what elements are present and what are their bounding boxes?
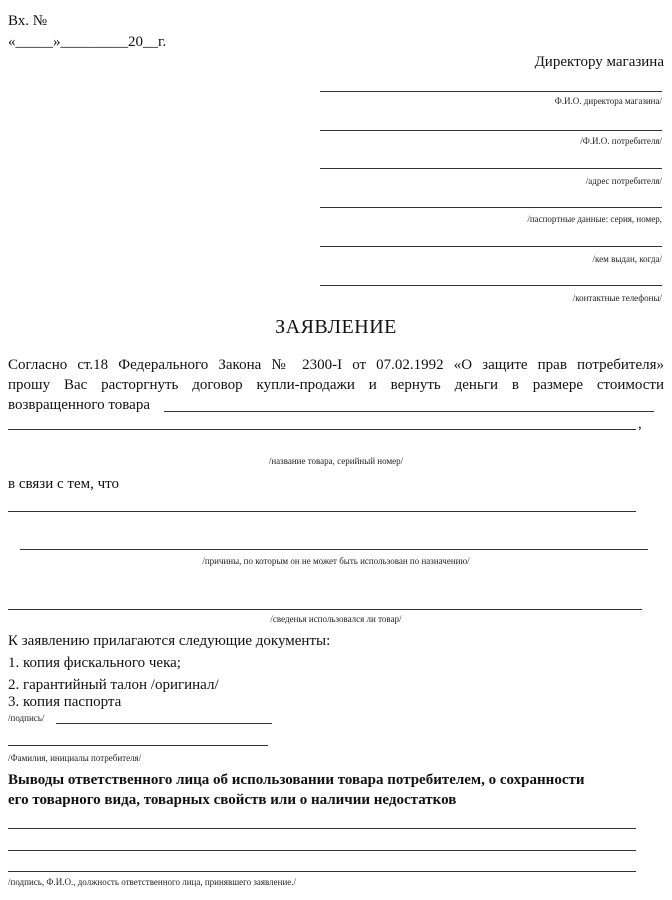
field-label-issued-by: /кем выдан, когда/: [592, 254, 662, 264]
field-label-address: /адрес потребителя/: [585, 176, 662, 186]
used-input-line[interactable]: [8, 609, 642, 610]
field-line-passport[interactable]: [320, 207, 662, 208]
attachments-heading: К заявлению прилагаются следующие документы:: [8, 633, 331, 649]
conclusions-heading-1: Выводы ответственного лица об использовании товара потребителем, о сохранности: [8, 772, 585, 788]
body-line-1: Согласно ст.18 Федерального Закона № 2300-I от 07.02.1992 «О защите прав потребителя»: [8, 357, 664, 373]
conclusions-input-line-2[interactable]: [8, 850, 636, 851]
reason-input-line-1[interactable]: [8, 511, 636, 512]
comma-mark: ,: [638, 416, 642, 432]
attachment-item-1: 1. копия фискального чека;: [8, 655, 181, 671]
field-label-consumer-name: /Ф.И.О. потребителя/: [580, 136, 662, 146]
attachment-item-2: 2. гарантийный талон /оригинал/: [8, 677, 219, 693]
field-label-phones: /контактные телефоны/: [572, 293, 662, 303]
conclusions-heading-2: его товарного вида, товарных свойств или о наличии недостатков: [8, 792, 457, 808]
field-line-issued-by[interactable]: [320, 246, 662, 247]
conclusions-input-line-1[interactable]: [8, 828, 636, 829]
responsible-person-label: /подпись, Ф.И.О., должность ответственного лица, принявшего заявление./: [8, 877, 297, 887]
reason-input-line-2[interactable]: [20, 549, 648, 550]
page-title: ЗАЯВЛЕНИЕ: [275, 316, 397, 338]
addressee-title: Директору магазина: [534, 54, 664, 70]
conclusions-input-line-3[interactable]: [8, 871, 636, 872]
hint-product: /название товара, серийный номер/: [268, 456, 404, 466]
product-input-line-2[interactable]: [8, 429, 636, 430]
hint-reasons: /причины, по которым он не может быть использован по назначению/: [202, 556, 470, 566]
field-label-director: Ф.И.О. директора магазина/: [554, 96, 662, 106]
field-line-consumer-name[interactable]: [320, 130, 662, 131]
product-input-line-1[interactable]: [164, 411, 654, 412]
field-line-phones[interactable]: [320, 285, 662, 286]
signature-input-line[interactable]: [56, 723, 272, 724]
field-line-address[interactable]: [320, 168, 662, 169]
field-line-director[interactable]: [320, 91, 662, 92]
signature-label: /подпись/: [8, 713, 45, 723]
field-label-passport: /паспортные данные: серия, номер,: [527, 214, 662, 224]
attachment-item-3: 3. копия паспорта: [8, 694, 122, 710]
hint-used: /сведенья использовался ли товар/: [270, 614, 402, 624]
consumer-name-input-line[interactable]: [8, 745, 268, 746]
date-line: «_____»_________20__г.: [8, 34, 167, 50]
body-line-3: возвращенного товара: [8, 397, 150, 413]
consumer-name-label: /Фамилия, инициалы потребителя/: [8, 753, 142, 763]
body-line-2: прошу Вас расторгнуть договор купли-продажи и вернуть деньги в размере стоимости: [8, 377, 664, 393]
because-label: в связи с тем, что: [8, 476, 119, 492]
incoming-number-label: Вх. №: [8, 13, 48, 29]
